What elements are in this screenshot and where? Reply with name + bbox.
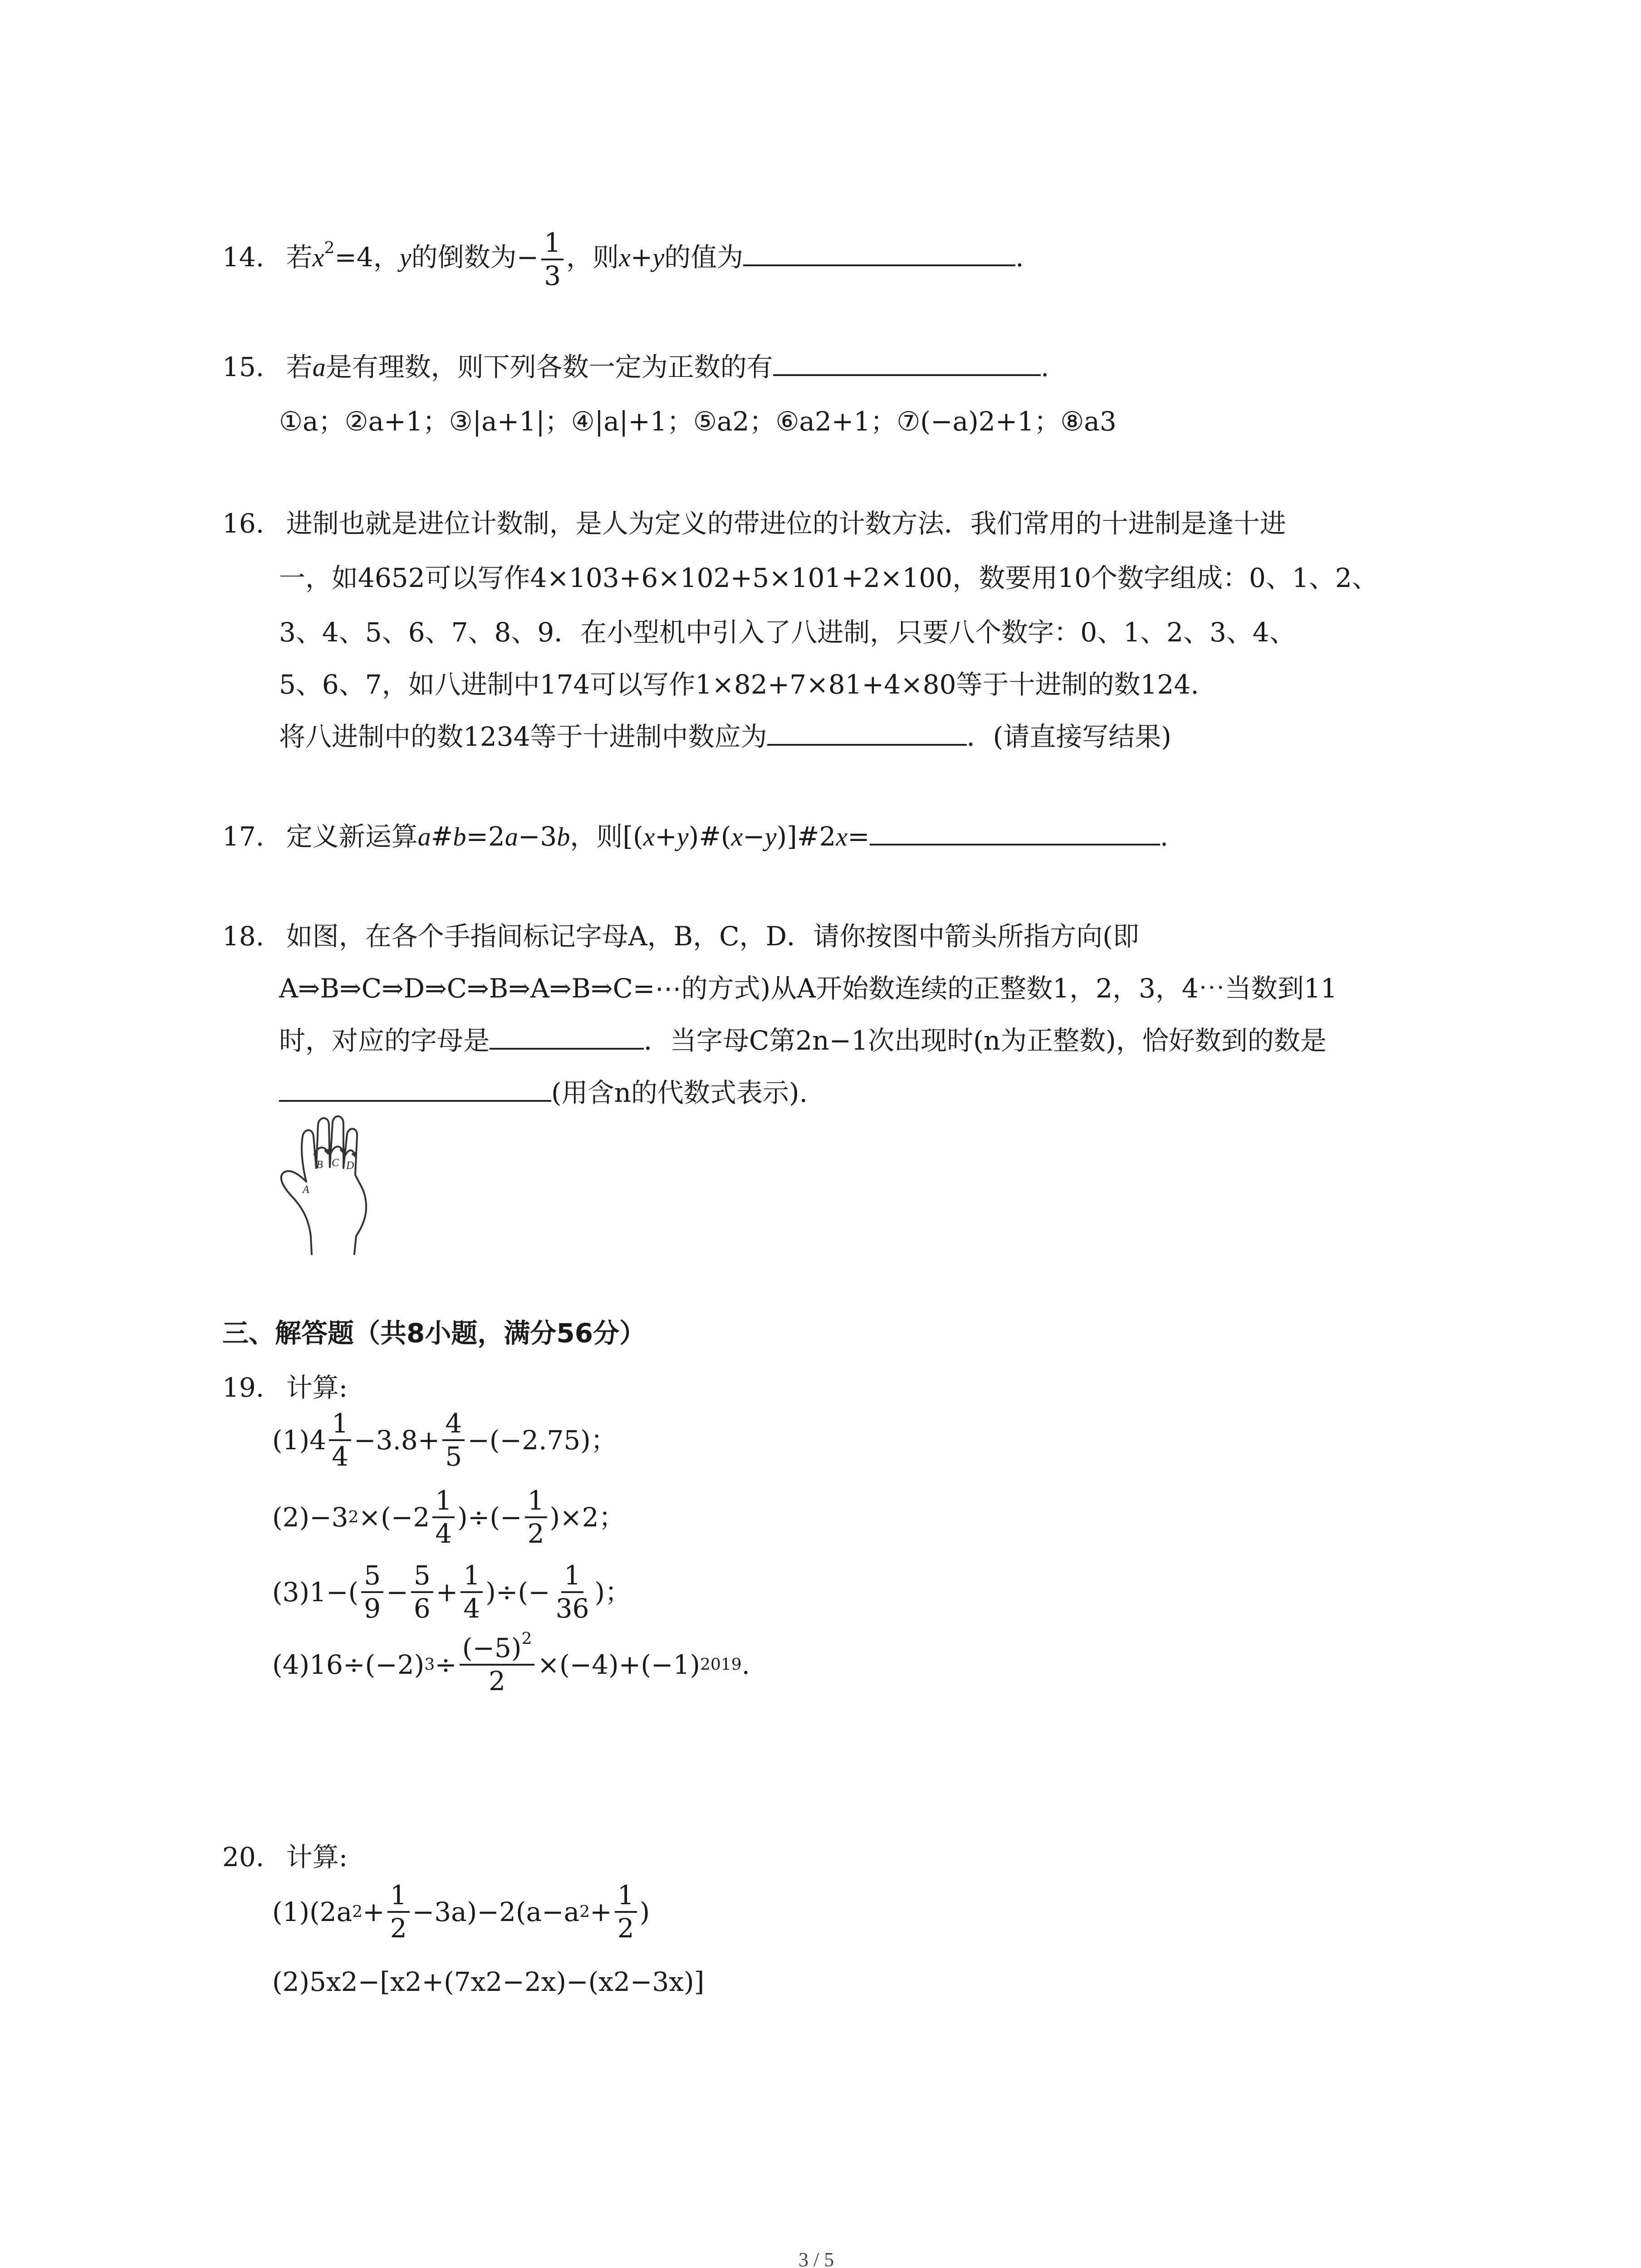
q20-label: 计算: (286, 1842, 348, 1872)
q14-fraction: $\frac{1}{3}$ (541, 229, 563, 290)
q19-part-3: (3)1−( $\frac{5}{9}$ − $\frac{5}{6}$ + $\frac{1}{4}$ )÷(− $\frac{1}{36}$ )； (272, 1560, 632, 1624)
hand-label-b: B (316, 1159, 323, 1171)
q16-line-4: 5、6、7，如八进制中174可以写作1×82+7×81+4×80等于十进制的数124. (279, 669, 1199, 700)
q16-line-3: 3、4、5、6、7、8、9．在小型机中引入了八进制，只要八个数字：0、1、2、3、4、 (279, 617, 1296, 648)
q16-line-5b: ．(请直接写结果) (966, 721, 1171, 752)
q18-line-3b: ．当字母C第2n−1次出现时(n为正整数)，恰好数到的数是 (644, 1025, 1327, 1056)
q14-text-b: =4， (334, 241, 400, 273)
q16-line-5a: 将八进制中的数1234等于十进制中数应为 (279, 721, 767, 752)
q20-part-1: (1)(2a 2 + $\frac{1}{2}$ −3a)−2(a−a 2 + $\frac{1}{2}$ ) (272, 1880, 650, 1944)
q19-number: 19. (222, 1372, 265, 1403)
q15-number: 15. (222, 352, 265, 382)
q18-line-1: 如图，在各个手指间标记字母A，B，C，D．请你按图中箭头所指方向(即 (286, 921, 1139, 952)
q18-answer-blank-2[interactable] (279, 1081, 551, 1102)
q17-number: 17. (222, 821, 265, 852)
q18-answer-blank-1[interactable] (490, 1029, 644, 1050)
q20-number: 20. (222, 1842, 265, 1872)
q18-line-2: A⇒B⇒C⇒D⇒C⇒B⇒A⇒B⇒C=⋯的方式)从A开始数连续的正整数1，2，3，4⋯当数到11 (279, 973, 1337, 1004)
section-3-title: 三、解答题（共8小题，满分56分） (222, 1318, 646, 1349)
q18-number: 18. (222, 921, 265, 952)
q18-line-3a: 时，对应的字母是 (279, 1025, 490, 1056)
q19-part-2: (2)−3 2 ×(−2 $\frac{1}{4}$ )÷(− $\frac{1}{2}$ )×2； (272, 1485, 625, 1549)
q16-line-1: 进制也就是进位计数制，是人为定义的带进位的计数方法．我们常用的十进制是逢十进 (286, 508, 1286, 539)
hand-label-d: D (346, 1160, 354, 1172)
q14-answer-blank[interactable] (743, 246, 1015, 266)
q19-label: 计算: (286, 1372, 348, 1403)
q16-number: 16. (222, 508, 265, 539)
q19-part-1: (1)4 $\frac{1}{4}$ −3.8+ $\frac{4}{5}$ −(−2.75)； (272, 1408, 617, 1472)
hand-label-a: A (303, 1184, 309, 1196)
q14-text-d: ，则 (566, 241, 619, 273)
q14-text-e: 的值为 (664, 241, 744, 273)
q14-text-a: 若 (286, 241, 313, 273)
hand-figure (274, 1100, 392, 1259)
q15-answer-blank[interactable] (773, 356, 1041, 376)
q17-answer-blank[interactable] (870, 825, 1160, 846)
q14-text-c: 的倒数为− (411, 241, 539, 273)
q15-options: ①a；②a+1；③|a+1|；④|a|+1；⑤a2；⑥a2+1；⑦(−a)2+1；⑧a3 (279, 406, 1117, 437)
hand-label-c: C (332, 1157, 339, 1169)
q20-part-2: (2)5x2−[x2+(7x2−2x)−(x2−3x)] (272, 1966, 705, 1997)
page-number: 3 / 5 (798, 2248, 834, 2268)
q19-part-4: (4)16÷(−2) 3 ÷ $\frac{(-5)^2}{2}$ ×(−4)+(−1) 2019 . (272, 1629, 750, 1696)
q18-line-4: (用含n的代数式表示). (551, 1077, 808, 1108)
q15-text: 是有理数，则下列各数一定为正数的有 (325, 352, 773, 382)
q14-number: 14. (222, 241, 265, 273)
q16-line-2: 一，如4652可以写作4×103+6×102+5×101+2×100，数要用10个数字组成：0、1、2、 (279, 562, 1378, 593)
q16-answer-blank[interactable] (767, 725, 967, 746)
